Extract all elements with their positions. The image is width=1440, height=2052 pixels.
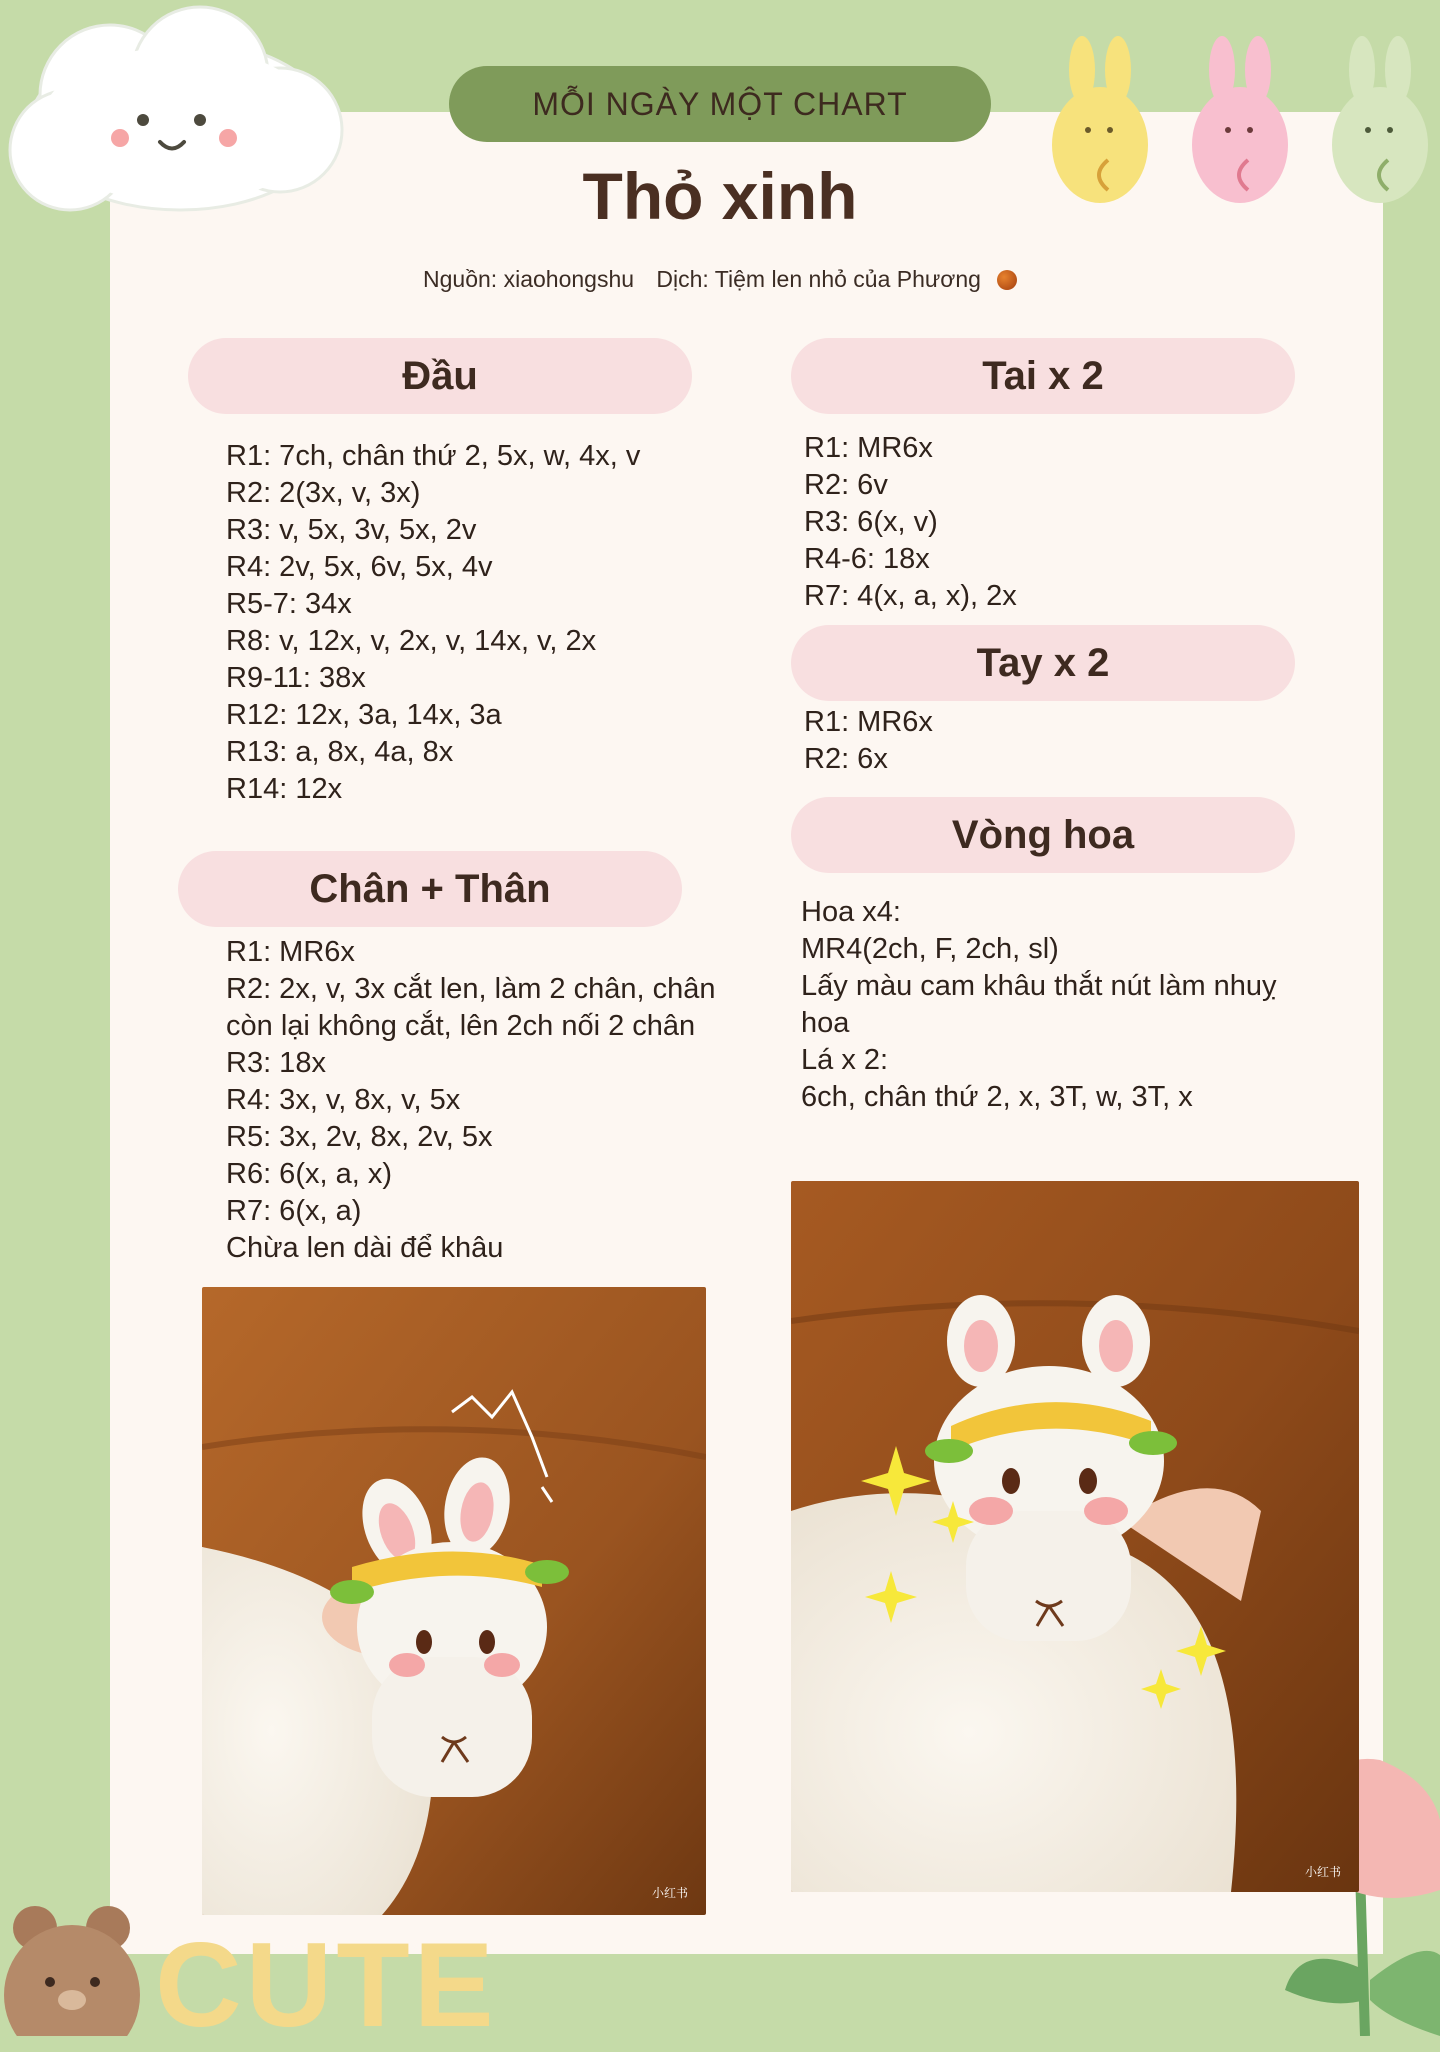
pattern-line: R4: 2v, 5x, 6v, 5x, 4v bbox=[226, 551, 493, 583]
pattern-line: R2: 6x bbox=[804, 743, 888, 775]
yarn-ball-icon bbox=[997, 270, 1017, 290]
pattern-line: R9-11: 38x bbox=[226, 662, 366, 694]
pattern-line: R3: 6(x, v) bbox=[804, 506, 938, 538]
bunny-photo-right bbox=[791, 1181, 1359, 1892]
pattern-line: R2: 2(3x, v, 3x) bbox=[226, 477, 421, 509]
pattern-line: R8: v, 12x, v, 2x, v, 14x, v, 2x bbox=[226, 625, 597, 657]
section-lines-tay bbox=[804, 704, 933, 778]
section-title-chan-than: Chân + Thân bbox=[178, 851, 682, 927]
header-banner: MỖI NGÀY MỘT CHART bbox=[449, 66, 991, 142]
pattern-line: hoa bbox=[801, 1007, 850, 1039]
credits bbox=[0, 266, 1440, 293]
pattern-line: R4-6: 18x bbox=[804, 543, 930, 575]
translator-text: Dịch: Tiệm len nhỏ của Phương bbox=[656, 266, 981, 292]
pattern-line: R12: 12x, 3a, 14x, 3a bbox=[226, 699, 502, 731]
bunny-photo-left bbox=[202, 1287, 706, 1915]
cute-decor-text: CUTE bbox=[155, 1918, 498, 2052]
section-title-tay: Tay x 2 bbox=[791, 625, 1295, 701]
pattern-line: Chừa len dài để khâu bbox=[226, 1232, 504, 1264]
pattern-line: R3: 18x bbox=[226, 1047, 326, 1079]
watermark-text: 小红书 bbox=[652, 1886, 689, 1900]
pattern-line: Lá x 2: bbox=[801, 1044, 889, 1076]
bear-icon bbox=[0, 1900, 150, 2036]
source-text: Nguồn: xiaohongshu bbox=[423, 266, 635, 292]
pattern-line: R6: 6(x, a, x) bbox=[226, 1158, 392, 1190]
pattern-line: R7: 4(x, a, x), 2x bbox=[804, 580, 1017, 612]
section-lines-dau bbox=[226, 438, 640, 808]
pattern-line: R14: 12x bbox=[226, 773, 343, 805]
pattern-line: R2: 6v bbox=[804, 469, 888, 501]
pattern-line: R13: a, 8x, 4a, 8x bbox=[226, 736, 454, 768]
pattern-line: Lấy màu cam khâu thắt nút làm nhuỵ bbox=[801, 970, 1277, 1002]
pattern-line: R1: MR6x bbox=[804, 432, 933, 464]
pattern-line: MR4(2ch, F, 2ch, sl) bbox=[801, 933, 1059, 965]
pattern-line: Hoa x4: bbox=[801, 896, 901, 928]
pattern-line: còn lại không cắt, lên 2ch nối 2 chân bbox=[226, 1010, 696, 1042]
pattern-line: 6ch, chân thứ 2, x, 3T, w, 3T, x bbox=[801, 1081, 1193, 1113]
section-title-tai: Tai x 2 bbox=[791, 338, 1295, 414]
pattern-line: R1: 7ch, chân thứ 2, 5x, w, 4x, v bbox=[226, 440, 641, 472]
pattern-line: R1: MR6x bbox=[804, 706, 933, 738]
pattern-line: R1: MR6x bbox=[226, 936, 355, 968]
pattern-line: R4: 3x, v, 8x, v, 5x bbox=[226, 1084, 461, 1116]
page-title: Thỏ xinh bbox=[582, 159, 858, 233]
section-title-vong-hoa: Vòng hoa bbox=[791, 797, 1295, 873]
pattern-line: R2: 2x, v, 3x cắt len, làm 2 chân, chân bbox=[226, 973, 716, 1005]
section-lines-chan-than bbox=[226, 934, 716, 1267]
pattern-line: R3: v, 5x, 3v, 5x, 2v bbox=[226, 514, 477, 546]
pattern-line: R5: 3x, 2v, 8x, 2v, 5x bbox=[226, 1121, 493, 1153]
section-lines-tai bbox=[804, 430, 1017, 615]
section-lines-vong-hoa bbox=[801, 894, 1277, 1116]
pattern-line: R7: 6(x, a) bbox=[226, 1195, 362, 1227]
section-title-dau: Đầu bbox=[188, 338, 692, 414]
pattern-line: R5-7: 34x bbox=[226, 588, 352, 620]
watermark-text: 小红书 bbox=[1305, 1865, 1342, 1879]
